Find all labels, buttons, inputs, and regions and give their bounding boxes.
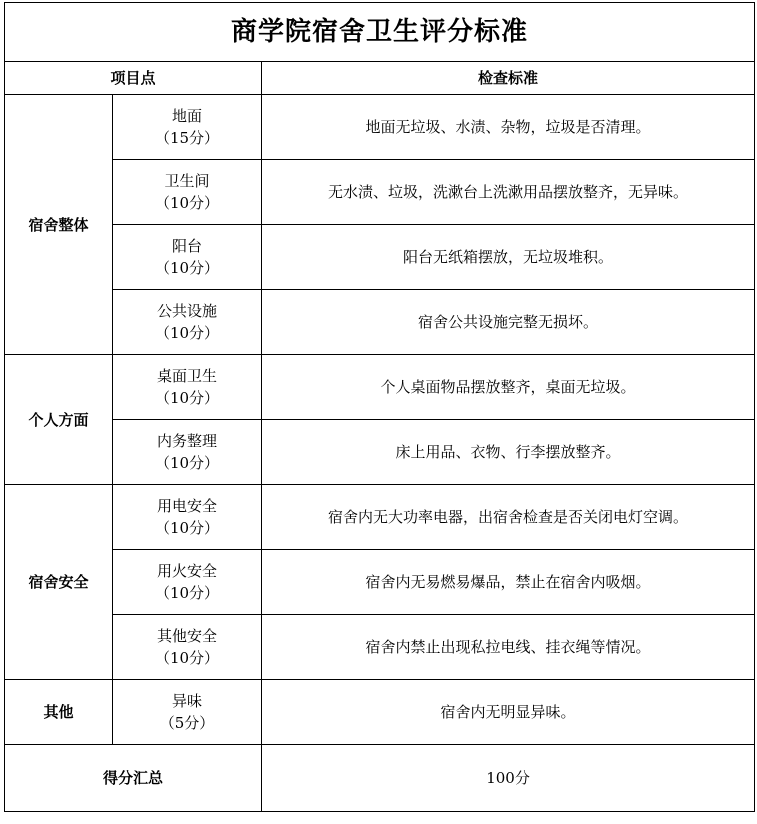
- item-score: （10分）: [154, 454, 220, 472]
- total-value: 100分: [262, 745, 755, 812]
- item-score: （10分）: [154, 259, 220, 277]
- item-score: （5分）: [159, 714, 215, 732]
- category-cell: 宿舍整体: [5, 95, 113, 355]
- standard-cell: 宿舍内无易燃易爆品，禁止在宿舍内吸烟。: [262, 550, 755, 615]
- item-name: 异味: [171, 692, 202, 710]
- item-score: （10分）: [154, 389, 220, 407]
- item-cell: [113, 680, 262, 745]
- standard-cell: 地面无垃圾、水渍、杂物，垃圾是否清理。: [262, 95, 755, 160]
- item-score: （10分）: [154, 194, 220, 212]
- table-row: [5, 225, 755, 290]
- standard-cell: 床上用品、衣物、行李摆放整齐。: [262, 420, 755, 485]
- item-cell: [113, 95, 262, 160]
- item-name: 卫生间: [164, 172, 210, 190]
- header-row: [5, 62, 755, 95]
- standard-cell: 无水渍、垃圾，洗漱台上洗漱用品摆放整齐，无异味。: [262, 160, 755, 225]
- table-row: [5, 680, 755, 745]
- category-cell: 其他: [5, 680, 113, 745]
- item-name: 内务整理: [156, 432, 217, 450]
- item-name: 用电安全: [156, 497, 217, 515]
- item-score: （10分）: [154, 324, 220, 342]
- item-name: 阳台: [171, 237, 202, 255]
- title-row: [5, 3, 755, 62]
- item-cell: [113, 550, 262, 615]
- item-cell: [113, 615, 262, 680]
- total-row: [5, 745, 755, 812]
- item-score: （15分）: [154, 129, 220, 147]
- item-score: （10分）: [154, 649, 220, 667]
- item-name: 公共设施: [156, 302, 217, 320]
- category-cell: 个人方面: [5, 355, 113, 485]
- table-row: [5, 615, 755, 680]
- table-row: [5, 355, 755, 420]
- item-cell: [113, 420, 262, 485]
- table-row: [5, 485, 755, 550]
- item-cell: [113, 355, 262, 420]
- table-row: [5, 550, 755, 615]
- standard-cell: 宿舍内无大功率电器，出宿舍检查是否关闭电灯空调。: [262, 485, 755, 550]
- item-cell: [113, 160, 262, 225]
- item-name: 地面: [171, 107, 202, 125]
- item-name: 用火安全: [156, 562, 217, 580]
- standard-cell: 个人桌面物品摆放整齐，桌面无垃圾。: [262, 355, 755, 420]
- table-row: [5, 95, 755, 160]
- item-score: （10分）: [154, 584, 220, 602]
- category-cell: 宿舍安全: [5, 485, 113, 680]
- standard-cell: 宿舍内禁止出现私拉电线、挂衣绳等情况。: [262, 615, 755, 680]
- item-score: （10分）: [154, 519, 220, 537]
- item-cell: [113, 485, 262, 550]
- header-standard: 检查标准: [262, 62, 755, 95]
- item-name: 桌面卫生: [156, 367, 217, 385]
- header-item: 项目点: [5, 62, 262, 95]
- item-cell: [113, 225, 262, 290]
- standard-cell: 阳台无纸箱摆放，无垃圾堆积。: [262, 225, 755, 290]
- table-row: [5, 420, 755, 485]
- standard-cell: 宿舍内无明显异味。: [262, 680, 755, 745]
- page-title: 商学院宿舍卫生评分标准: [5, 3, 755, 62]
- total-label: 得分汇总: [5, 745, 262, 812]
- scoring-table: [4, 2, 755, 812]
- standard-cell: 宿舍公共设施完整无损坏。: [262, 290, 755, 355]
- item-name: 其他安全: [156, 627, 217, 645]
- table-row: [5, 290, 755, 355]
- item-cell: [113, 290, 262, 355]
- table-row: [5, 160, 755, 225]
